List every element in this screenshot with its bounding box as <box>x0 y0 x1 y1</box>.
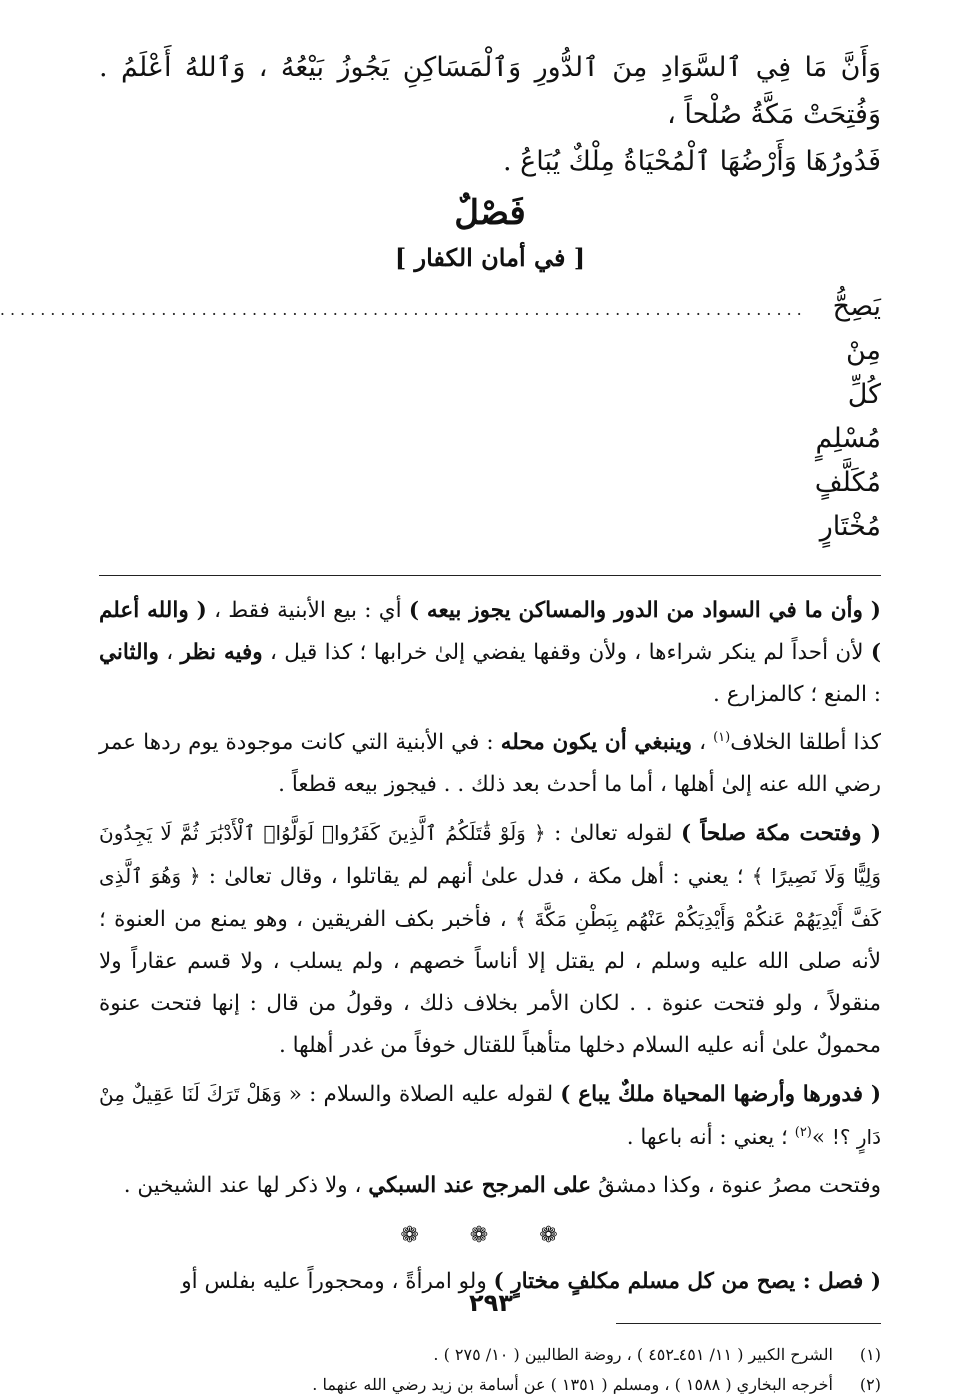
quoted-matn: ( فصل : يصح من كل مسلم مكلفٍ مختارٍ ) <box>493 1269 881 1294</box>
sharh-text: ، فأخبر بكف الفريقين ، وهو يمنع من العنوة ؛ لأنه صلى الله عليه وسلم ، لم يقتل إلا أناساً خصهم ، ولم يسلب ، ولا قسم عقاراً ولا منقولاً ، ولو فتحت عنوة . . لكان الأمر بخلاف ذلك ، وقولُ من قال : إنها فتحت عنوة محمولٌ علىٰ أنه عليه السلام دخلها متأهباً للقتال خوفاً من غدر أهلها . <box>99 907 881 1058</box>
section-separator-stars: ❁ ❁ ❁ <box>400 1223 580 1248</box>
quoted-matn: ( فدورها وأرضها المحياة ملكٌ يباع ) <box>560 1082 881 1107</box>
fasl-heading: فَصْلٌ <box>454 193 526 233</box>
sharh-text: ، <box>692 730 714 755</box>
sharh-text: ؛ يعني : أنه باعها . <box>626 1125 795 1150</box>
footnote-2 <box>99 1370 881 1400</box>
sharh-paragraph-5 <box>99 1165 881 1207</box>
continuation-dots: ................................................................................ <box>0 300 807 319</box>
sharh-text: لقوله عليه الصلاة والسلام : « <box>281 1082 561 1107</box>
footnote-text: أخرجه البخاري ( ١٥٨٨ ) ، ومسلم ( ١٣٥١ ) عن أسامة بن زيد رضي الله عنهما . <box>312 1375 833 1394</box>
quran-verse: ﴿ وَهُوَ ٱلَّذِى كَفَّ أَيْدِيَهُمْ عَنكُمْ وَأَيْدِيَكُمْ عَنْهُم بِبَطْنِ مَكَّةَ ﴾ <box>99 864 881 931</box>
fasl-subtitle: [ في أمان الكفار ] <box>394 243 586 272</box>
matn-line-1: وَأَنَّ مَا فِي ٱلسَّوَادِ مِنَ ٱلدُّورِ وَٱلْمَسَاكِنِ يَجُوزُ بَيْعُهُ ، وَٱللهُ أَعْلَمُ . وَفُتِحَتْ مَكَّةُ صُلْحاً ، <box>99 52 881 130</box>
fasl-start-text: يَصِحُّ مِنْ كُلِّ مُسْلِمٍ مُكَلَّفٍ مُخْتَارٍ <box>814 291 881 542</box>
sharh-text: ؛ يعني : أهل مكة ، فدل علىٰ أنهم لم يقاتلوا ، وقال تعالىٰ : <box>200 864 752 889</box>
sharh-text: ، <box>158 640 181 665</box>
bold-phrase: والثاني <box>99 640 159 665</box>
quoted-matn: ( وأن ما في السواد من الدور والمساكن يجوز بيعه ) <box>408 598 881 623</box>
page-number: ٢٩٣ <box>469 1289 513 1317</box>
quoted-matn: ( والله أعلم ) <box>99 598 881 665</box>
sharh-text: لأن أحداً لم ينكر شراءها ، ولأن وقفها يفضي إلىٰ خرابها ؛ كذا قيل ، <box>262 640 871 665</box>
footnote-divider <box>616 1323 881 1324</box>
sharh-text: : المنع ؛ كالمزارع . <box>713 682 881 707</box>
footnote-ref: (١) <box>713 729 731 745</box>
sharh-text: ولو امرأةً ، ومحجوراً عليه بفلس أو <box>181 1269 494 1294</box>
matn-sharh-divider <box>99 575 881 576</box>
sharh-text: لقوله تعالىٰ : <box>545 821 682 846</box>
fasl-start-line <box>0 285 881 549</box>
footnote-ref: (٢) <box>794 1124 812 1140</box>
bold-phrase: على المرجح عند السبكي <box>368 1173 592 1198</box>
hadith-quote: وَهَلْ تَرَكَ لَنَا عَقِيلٌ مِنْ دَارٍ ؟! <box>99 1082 881 1149</box>
sharh-text: كذا أطلقا الخلاف <box>730 730 881 755</box>
sharh-text: ، ولا ذكر لها عند الشيخين . <box>123 1173 369 1198</box>
matn-line-2: فَدُورُهَا وَأَرْضُهَا ٱلْمُحْيَاةُ مِلْكٌ يُبَاعُ . <box>502 146 881 177</box>
footnote-1 <box>99 1340 881 1370</box>
sharh-text: » <box>811 1125 832 1150</box>
sharh-paragraph-1 <box>99 590 881 716</box>
footnote-text: الشرح الكبير ( ١١/ ٤٥١ـ٤٥٢ ) ، روضة الطالبين ( ١٠/ ٢٧٥ ) . <box>433 1345 833 1364</box>
quran-verse: ﴿ وَلَوْ قَٰتَلَكُمُ ٱلَّذِينَ كَفَرُوا۟ لَوَلَّوُا۟ ٱلْأَدْبَٰرَ ثُمَّ لَا يَجِدُونَ وَلِيًّا وَلَا نَصِيرًا ﴾ <box>99 821 881 888</box>
sharh-paragraph-4 <box>99 1073 881 1159</box>
sharh-text: وفتحت مصرُ عنوة ، وكذا دمشقُ <box>591 1173 881 1198</box>
page-body <box>0 44 881 1400</box>
sharh-text: : في الأبنية التي كانت موجودة يوم ردها عمر رضي الله عنه إلىٰ أهلها ، أما ما أحدث بعد ذلك . . فيجوز بيعه قطعاً . <box>99 730 881 797</box>
quoted-matn: ( وفتحت مكة صلحاً ) <box>681 821 881 846</box>
footnote-number: (١) <box>859 1345 881 1364</box>
sharh-paragraph-2 <box>99 722 881 806</box>
footnote-number: (٢) <box>859 1375 881 1394</box>
sharh-text: أي : بيع الأبنية فقط ، <box>206 598 409 623</box>
bold-phrase: وينبغي أن يكون محله <box>500 730 693 755</box>
bold-phrase: وفيه نظر <box>180 640 263 665</box>
sharh-paragraph-3 <box>99 812 881 1067</box>
